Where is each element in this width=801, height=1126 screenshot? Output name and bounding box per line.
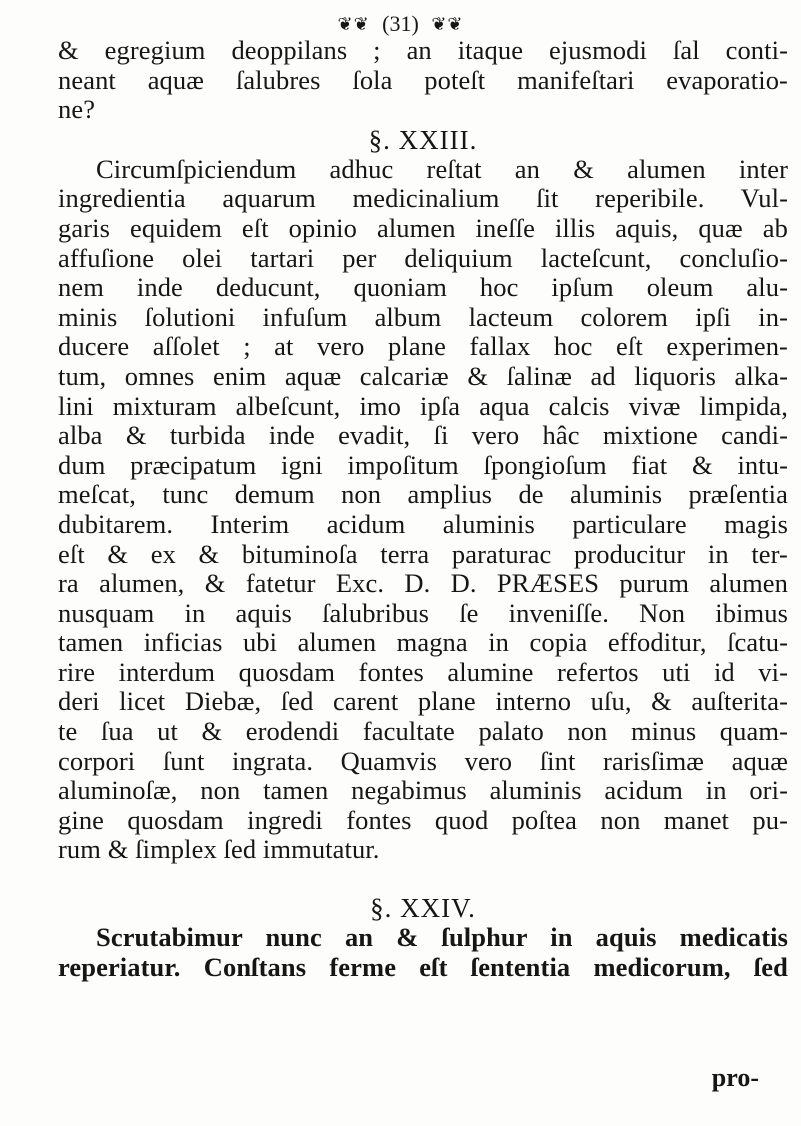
text-line: rire interdum quosdam fontes alumine refertos uti id vi- [58, 656, 788, 687]
text-line: garis equidem eſt opinio alumen ineſſe illis aquis, quæ ab [58, 212, 788, 243]
text-line: te ſua ut & erodendi facultate palato non minus quam- [58, 716, 788, 747]
text-line: nusquam in aquis ſalubribus ſe inveniſſe. Non ibimus [58, 597, 788, 628]
text-line: minis ſolutioni infuſum album lacteum colorem ipſi in- [58, 301, 788, 332]
text-line: deri licet Diebæ, ſed carent plane interno uſu, & auſterita- [58, 686, 788, 717]
text-line: Scrutabimur nunc an & ſulphur in aquis medicatis [96, 922, 788, 953]
section-heading: §. XXIV. [370, 893, 476, 924]
text-line: dubitarem. Interim acidum aluminis particulare magis [58, 508, 788, 539]
left-ornament: ❦❦ [337, 14, 370, 35]
text-line: ra alumen, & fatetur Exc. D. D. PRÆSES purum alumen [58, 568, 788, 599]
text-line: corpori ſunt ingrata. Quamvis vero ſint rarisſimæ aquæ [58, 745, 788, 776]
text-line: ingredientia aquarum medicinalium ſit reperibile. Vul- [58, 183, 788, 214]
text-line: aluminoſæ, non tamen negabimus aluminis acidum in ori- [58, 775, 788, 806]
text-line: alba & turbida inde evadit, ſi vero hâc mixtione candi- [58, 420, 788, 451]
text-line: dum præcipatum igni impoſitum ſpongioſum fiat & intu- [58, 449, 788, 480]
page-header [0, 8, 801, 38]
text-line: meſcat, tunc demum non amplius de aluminis præſentia [58, 479, 788, 510]
text-line: rum & ſimplex ſed immutatur. [58, 834, 380, 865]
text-line: tum, omnes enim aquæ calcariæ & ſalinæ ad liquoris alka- [58, 360, 788, 391]
right-ornament: ❦❦ [431, 14, 464, 35]
body-text [58, 36, 788, 982]
text-line: ducere aſſolet ; at vero plane fallax hoc eſt experimen- [58, 331, 788, 362]
spacer [58, 865, 788, 893]
text-line: ne? [58, 94, 96, 125]
text-line: & egregium deoppilans ; an itaque ejusmodi ſal conti- [58, 35, 788, 65]
text-line: affuſione olei tartari per deliquium lacteſcunt, concluſio- [58, 242, 788, 273]
catchword: pro- [711, 1063, 759, 1092]
page-number: (31) [382, 11, 419, 37]
text-line: gine quosdam ingredi fontes quod poſtea non manet pu- [58, 804, 788, 835]
text-line: nem inde deducunt, quoniam hoc ipſum oleum alu- [58, 272, 788, 303]
text-line: eſt & ex & bituminoſa terra paraturac producitur in ter- [58, 538, 788, 569]
section-heading: §. XXIII. [368, 124, 478, 155]
text-line: Circumſpiciendum adhuc reſtat an & alumen inter [96, 153, 788, 184]
text-line: lini mixturam albeſcunt, imo ipſa aqua calcis vivæ limpida, [58, 390, 788, 421]
text-line: neant aquæ ſalubres ſola poteſt manifeſtari evaporatio- [58, 64, 788, 95]
text-line: reperiatur. Conſtans ferme eſt ſententia medicorum, ſed [58, 951, 788, 982]
text-line: tamen inficias ubi alumen magna in copia effoditur, ſcatu- [58, 627, 788, 658]
